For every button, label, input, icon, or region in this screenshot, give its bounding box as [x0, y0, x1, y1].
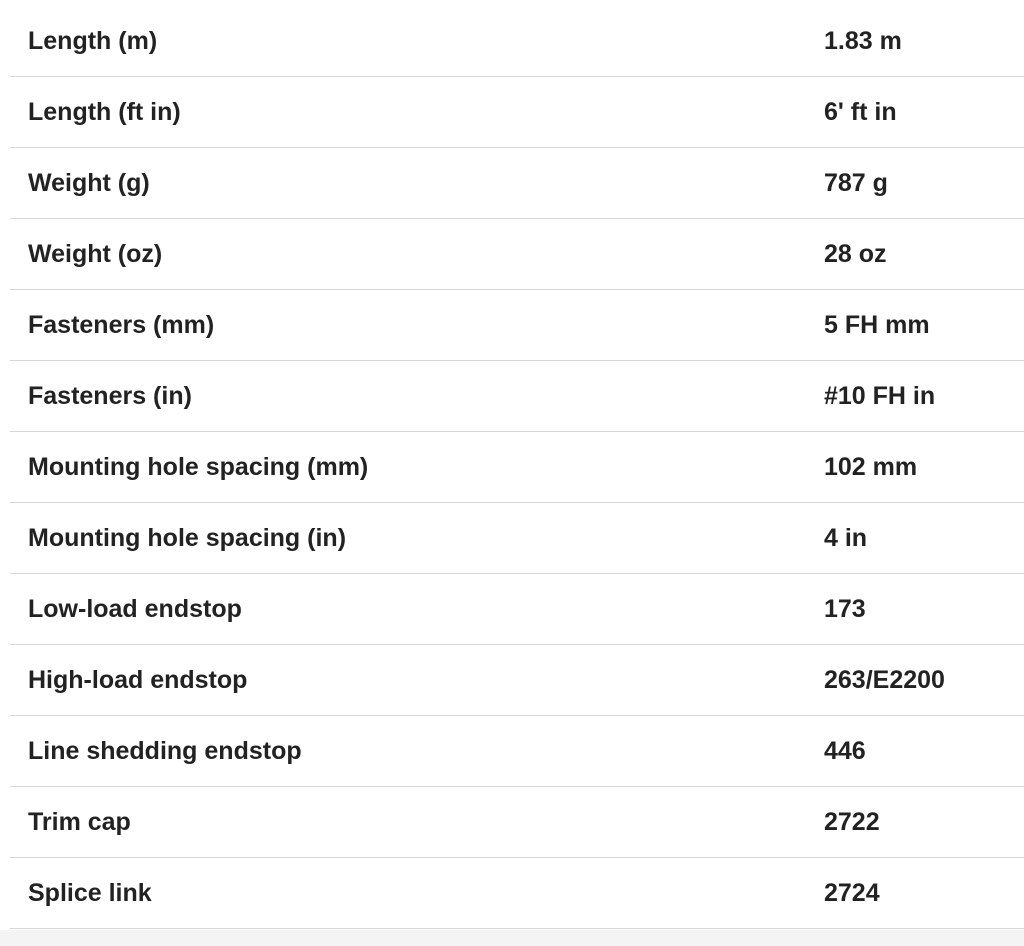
- spec-label: High-load endstop: [10, 645, 806, 716]
- spec-value: 173: [806, 574, 1024, 645]
- table-row: [10, 361, 1024, 432]
- spec-value: 787 g: [806, 148, 1024, 219]
- spec-label: Line shedding endstop: [10, 716, 806, 787]
- spec-label: Trim cap: [10, 787, 806, 858]
- table-row: [10, 645, 1024, 716]
- spec-value: 102 mm: [806, 432, 1024, 503]
- spec-value: 5 FH mm: [806, 290, 1024, 361]
- spec-label: Mounting hole spacing (mm): [10, 432, 806, 503]
- table-row: [10, 858, 1024, 929]
- spec-label: Weight (g): [10, 148, 806, 219]
- spec-label: Fasteners (mm): [10, 290, 806, 361]
- spec-label: Length (m): [10, 6, 806, 77]
- bottom-background-strip: [0, 930, 1024, 946]
- table-row: [10, 503, 1024, 574]
- spec-label: Weight (oz): [10, 219, 806, 290]
- spec-value: 6' ft in: [806, 77, 1024, 148]
- spec-value: 4 in: [806, 503, 1024, 574]
- spec-label: Mounting hole spacing (in): [10, 503, 806, 574]
- spec-value: 446: [806, 716, 1024, 787]
- table-row: [10, 290, 1024, 361]
- table-row: [10, 432, 1024, 503]
- spec-value: 2724: [806, 858, 1024, 929]
- spec-value: 263/E2200: [806, 645, 1024, 716]
- table-row: [10, 219, 1024, 290]
- spec-value: 2722: [806, 787, 1024, 858]
- spec-label: Length (ft in): [10, 77, 806, 148]
- table-row: [10, 77, 1024, 148]
- spec-label: Low-load endstop: [10, 574, 806, 645]
- spec-value: #10 FH in: [806, 361, 1024, 432]
- spec-label: Splice link: [10, 858, 806, 929]
- specifications-table: [10, 6, 1024, 929]
- spec-value: 1.83 m: [806, 6, 1024, 77]
- table-row: [10, 148, 1024, 219]
- spec-label: Fasteners (in): [10, 361, 806, 432]
- table-row: [10, 716, 1024, 787]
- table-row: [10, 787, 1024, 858]
- spec-value: 28 oz: [806, 219, 1024, 290]
- table-row: [10, 6, 1024, 77]
- table-row: [10, 574, 1024, 645]
